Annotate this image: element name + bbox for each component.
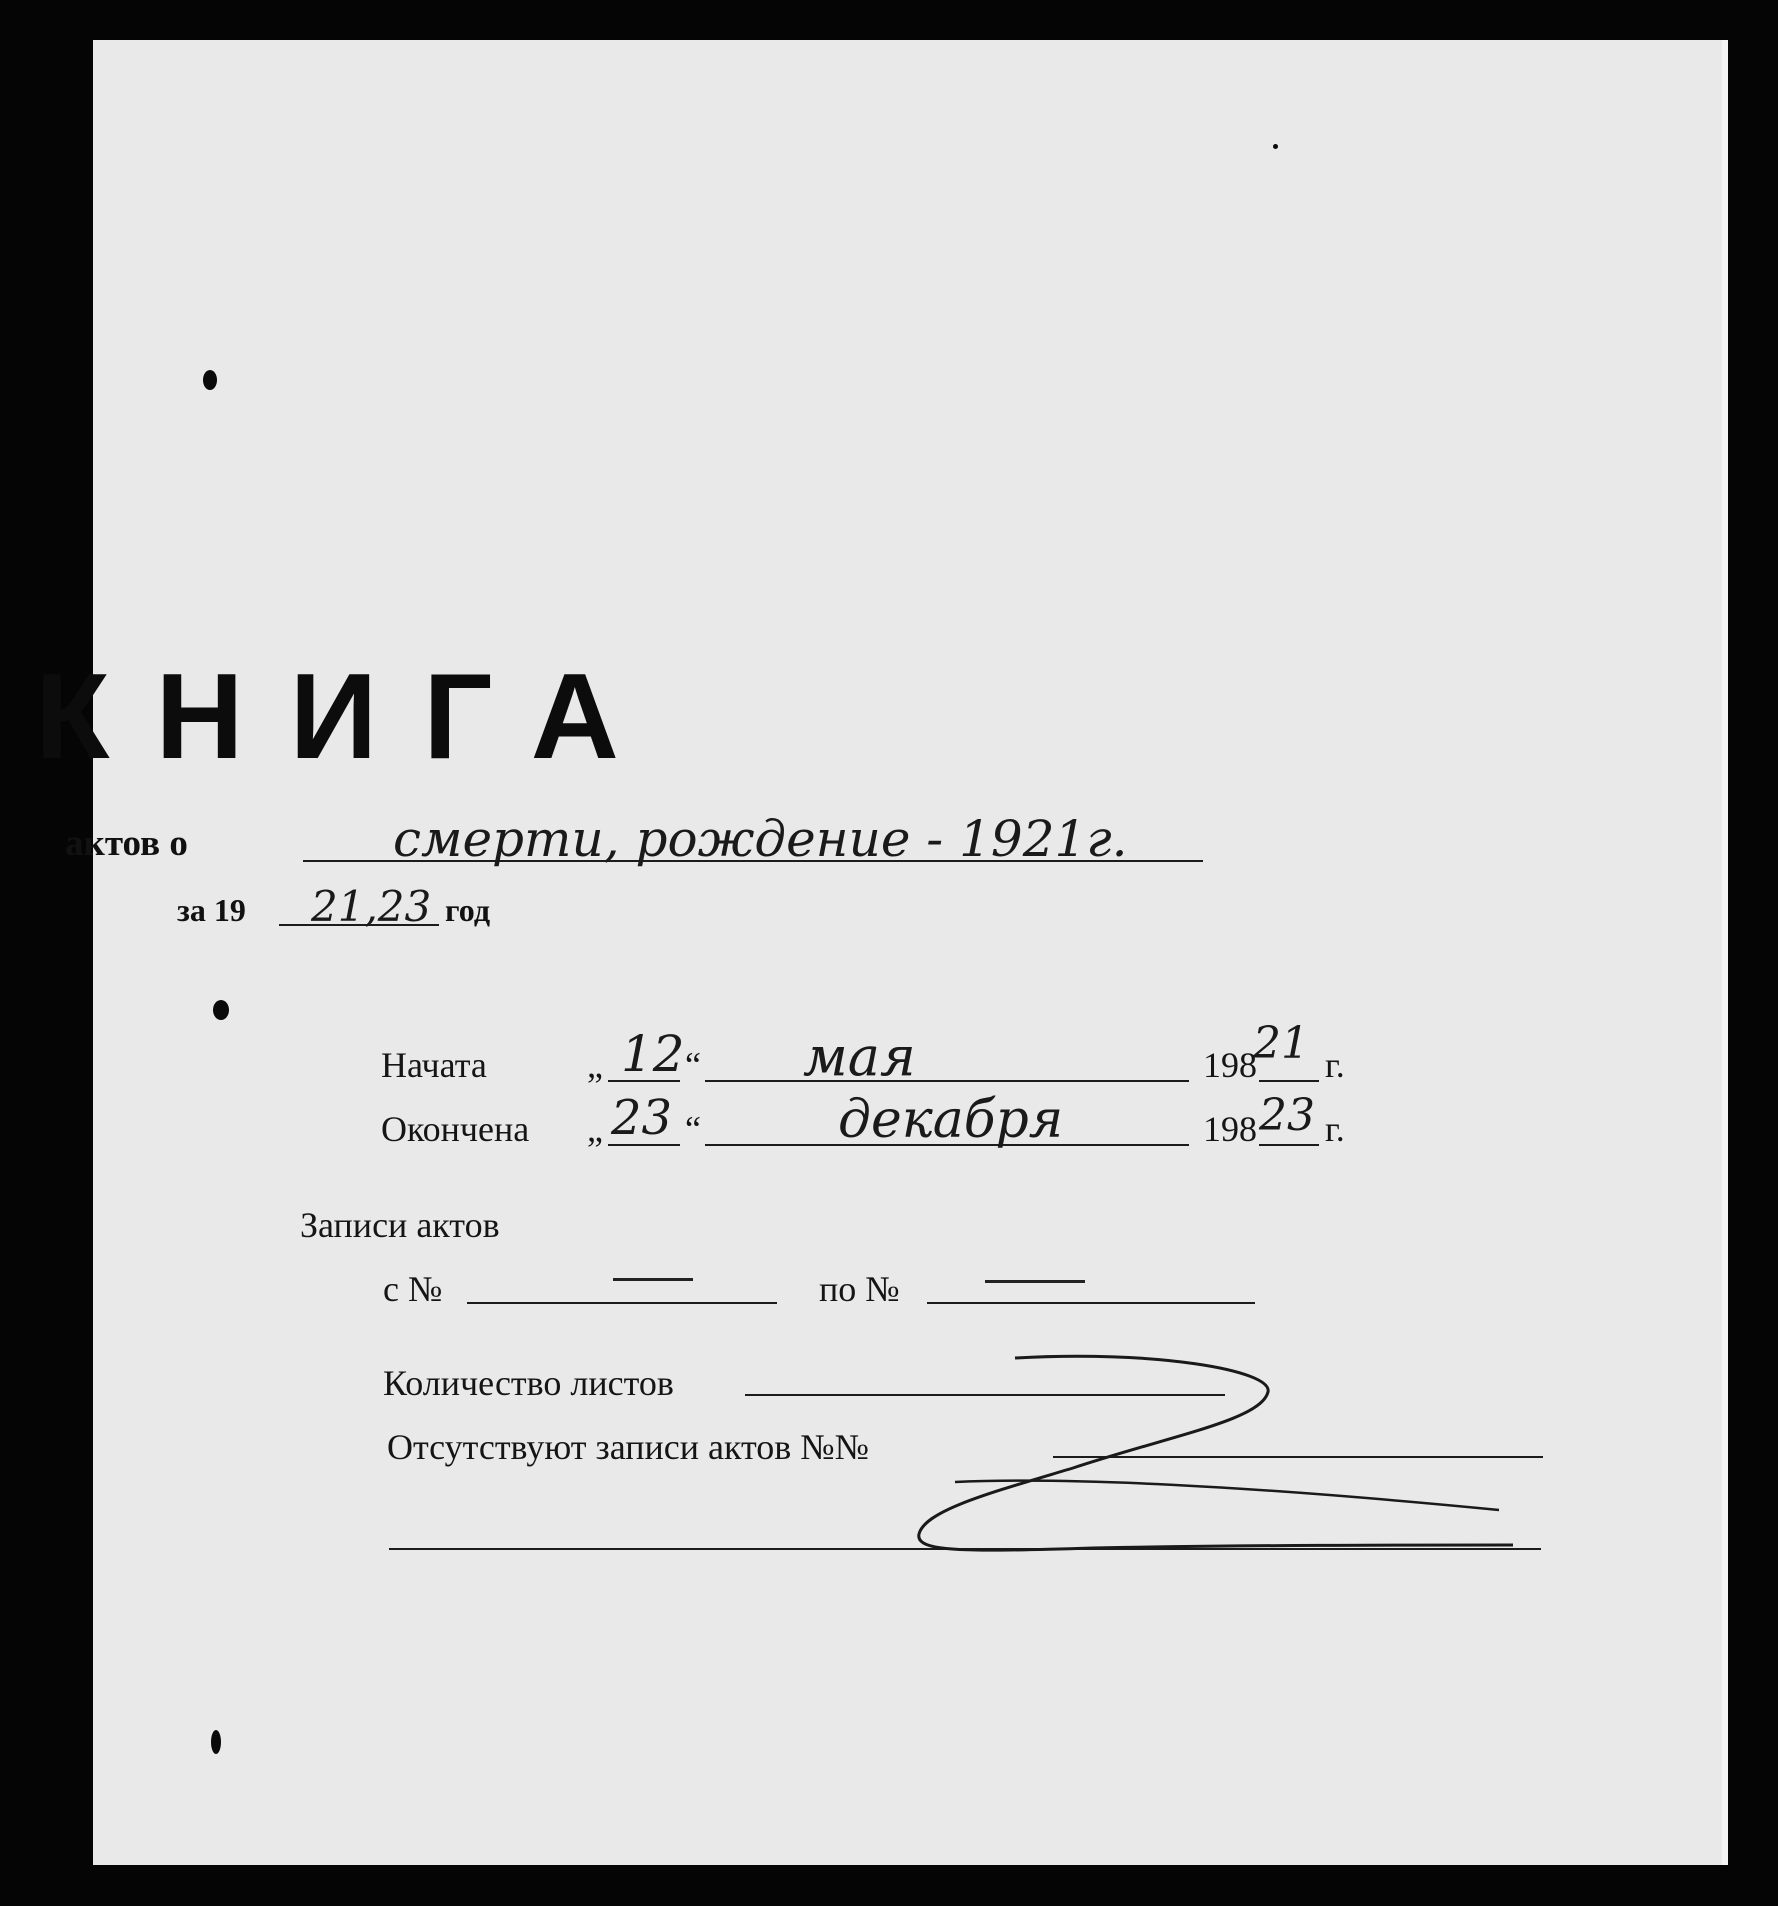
- records-from-label: с №: [383, 1269, 443, 1309]
- ended-quote-close: “: [685, 1109, 701, 1149]
- records-to-label: по №: [819, 1269, 900, 1309]
- started-label: Начата: [381, 1045, 487, 1085]
- document-page: [35, 40, 1728, 1865]
- started-year-suffix: г.: [1325, 1045, 1345, 1085]
- ended-year-suffix: г.: [1325, 1109, 1345, 1149]
- started-year: 21: [1253, 1018, 1309, 1069]
- sheet-count-label: Количество листов: [383, 1363, 674, 1403]
- started-quote-open: „: [587, 1045, 603, 1085]
- subject-handwritten: смерти, рождение - 1921г.: [393, 810, 1128, 868]
- ended-quote-open: „: [587, 1109, 603, 1149]
- ended-label: Окончена: [381, 1109, 530, 1149]
- records-label: Записи актов: [300, 1205, 500, 1245]
- started-year-prefix: 198: [1203, 1045, 1257, 1085]
- started-day: 12: [621, 1025, 685, 1083]
- ended-month: декабря: [838, 1090, 1064, 1150]
- ended-year: 23: [1259, 1090, 1315, 1141]
- started-quote-close: “: [685, 1045, 701, 1085]
- started-month: мая: [803, 1025, 916, 1088]
- missing-records-label: Отсутствуют записи актов №№: [387, 1427, 869, 1467]
- ended-year-prefix: 198: [1203, 1109, 1257, 1149]
- cancel-stroke-mark: [93, 40, 1728, 1865]
- subject-label: актов о: [65, 823, 188, 864]
- year-suffix: год: [445, 892, 490, 928]
- book-title: КНИГА: [35, 648, 665, 784]
- year-prefix: за 19: [177, 892, 246, 928]
- ended-day: 23: [611, 1090, 673, 1146]
- year-handwritten: 21,23: [311, 882, 432, 931]
